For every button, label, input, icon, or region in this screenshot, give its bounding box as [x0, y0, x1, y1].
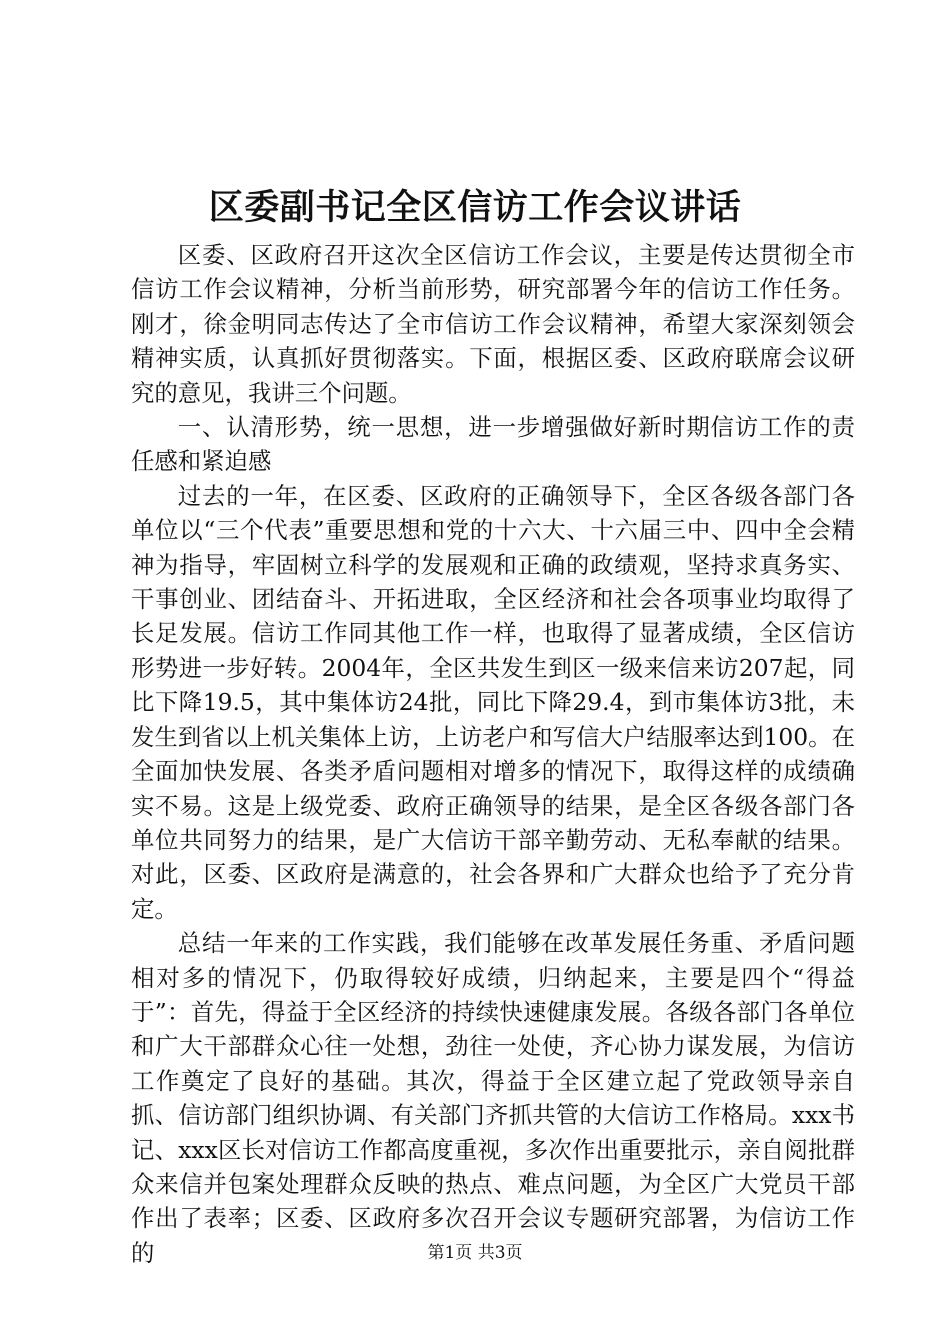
section-heading-1: 一、认清形势，统一思想，进一步增强做好新时期信访工作的责任感和紧迫感: [131, 413, 855, 476]
page-footer: 第1页 共3页: [427, 1243, 523, 1263]
paragraph-summary: 总结一年来的工作实践，我们能够在改革发展任务重、矛盾问题相对多的情况下，仍取得较好成绩，归纳起来，主要是四个“得益于”：首先，得益于全区经济的持续快速健康发展。各级各部门各单位和广大干部群众心往一处想，劲往一处使，齐心协力谋发展，为信访工作奠定了良好的基础。其次，得益于全区建立起了党政领导亲自抓、信访部门组织协调、有关部门齐抓共管的大信访工作格局。xxx书记、xxx区长对信访工作都高度重视，多次作出重要批示，亲自阅批群众来信并包案处理群众反映的热点、难点问题，为全区广大党员干部作出了表率；区委、区政府多次召开会议专题研究部署，为信访工作的: [131, 929, 855, 1267]
paragraph-past-year: 过去的一年，在区委、区政府的正确领导下，全区各级各部门各单位以“三个代表”重要思想和党的十六大、十六届三中、四中全会精神为指导，牢固树立科学的发展观和正确的政绩观，坚持求真务实、干事创业、团结奋斗、开拓进取，全区经济和社会各项事业均取得了长足发展。信访工作同其他工作一样，也取得了显著成绩，全区信访形势进一步好转。2004年，全区共发生到区一级来信来访207起，同比下降19.5，其中集体访24批，同比下降29.4，到市集体访3批，未发生到省以上机关集体上访，上访老户和写信大户结服率达到100。在全面加快发展、各类矛盾问题相对增多的情况下，取得这样的成绩确实不易。这是上级党委、政府正确领导的结果，是全区各级各部门各单位共同努力的结果，是广大信访干部辛勤劳动、无私奉献的结果。对此，区委、区政府是满意的，社会各界和广大群众也给予了充分肯定。: [131, 481, 855, 923]
paragraph-intro: 区委、区政府召开这次全区信访工作会议，主要是传达贯彻全市信访工作会议精神，分析当前形势，研究部署今年的信访工作任务。刚才，徐金明同志传达了全市信访工作会议精神，希望大家深刻领会精神实质，认真抓好贯彻落实。下面，根据区委、区政府联席会议研究的意见，我讲三个问题。: [131, 241, 855, 407]
document-title: 区委副书记全区信访工作会议讲话: [208, 187, 742, 228]
document-body: [131, 238, 855, 1270]
